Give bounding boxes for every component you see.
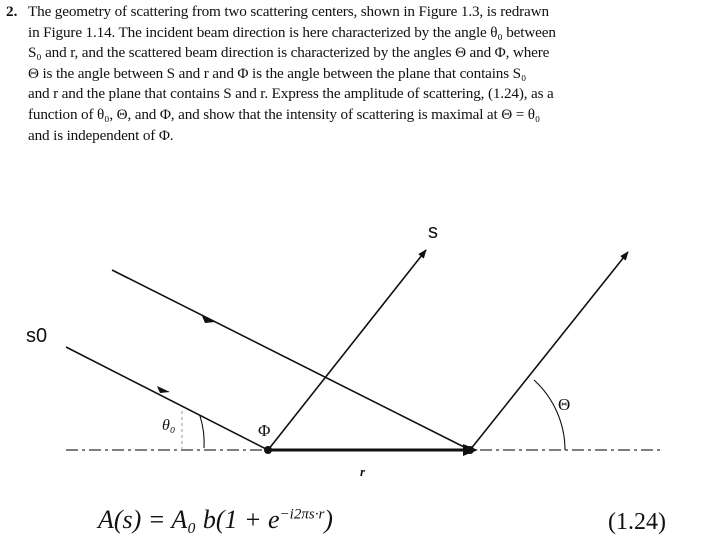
equation-body: A(s) = A₀ b(1 + e	[98, 505, 280, 534]
label-theta0: θ₀	[162, 417, 176, 434]
scattering-center-1	[264, 446, 272, 454]
incident-beam-2-arrow	[202, 316, 215, 323]
problem-line-4: Θ is the angle between S and r and Φ is the angle between the plane that contains S₀	[28, 64, 527, 82]
label-phi: Φ	[258, 421, 271, 440]
incident-beam-1	[66, 347, 271, 450]
problem-line-1: The geometry of scattering from two scattering centers, shown in Figure 1.3, is redrawn	[28, 3, 549, 20]
problem-number: 2.	[6, 3, 18, 20]
label-s: s	[428, 221, 438, 243]
equation-exponent: −i2πs·r	[279, 506, 325, 523]
problem-line-6: function of θ₀, Θ, and Φ, and show that the intensity of scattering is maximal at Θ = θ₀	[28, 106, 541, 123]
problem-line-2: in Figure 1.14. The incident beam direction is here characterized by the angle θ₀ between	[28, 23, 556, 41]
equation-number: (1.24)	[608, 509, 666, 535]
label-theta: Θ	[558, 395, 571, 414]
scattered-beam-2	[470, 252, 628, 450]
scattered-beam-1	[268, 250, 426, 450]
theta-arc	[534, 380, 565, 450]
problem-line-7: and is independent of Φ.	[28, 126, 174, 144]
problem-line-5: and r and the plane that contains S and r. Express the amplitude of scattering, (1.24), as a	[28, 85, 554, 103]
equation-1-24	[98, 505, 333, 535]
scattering-center-2	[466, 446, 474, 454]
incident-beam-1-arrow	[157, 386, 170, 393]
theta0-arc	[200, 416, 204, 448]
problem-line-3: S₀ and r, and the scattered beam direction is characterized by the angles Θ and Φ, where	[28, 44, 550, 62]
label-r: r	[360, 464, 366, 479]
equation-close: )	[324, 505, 333, 534]
label-s0: s0	[26, 325, 48, 347]
